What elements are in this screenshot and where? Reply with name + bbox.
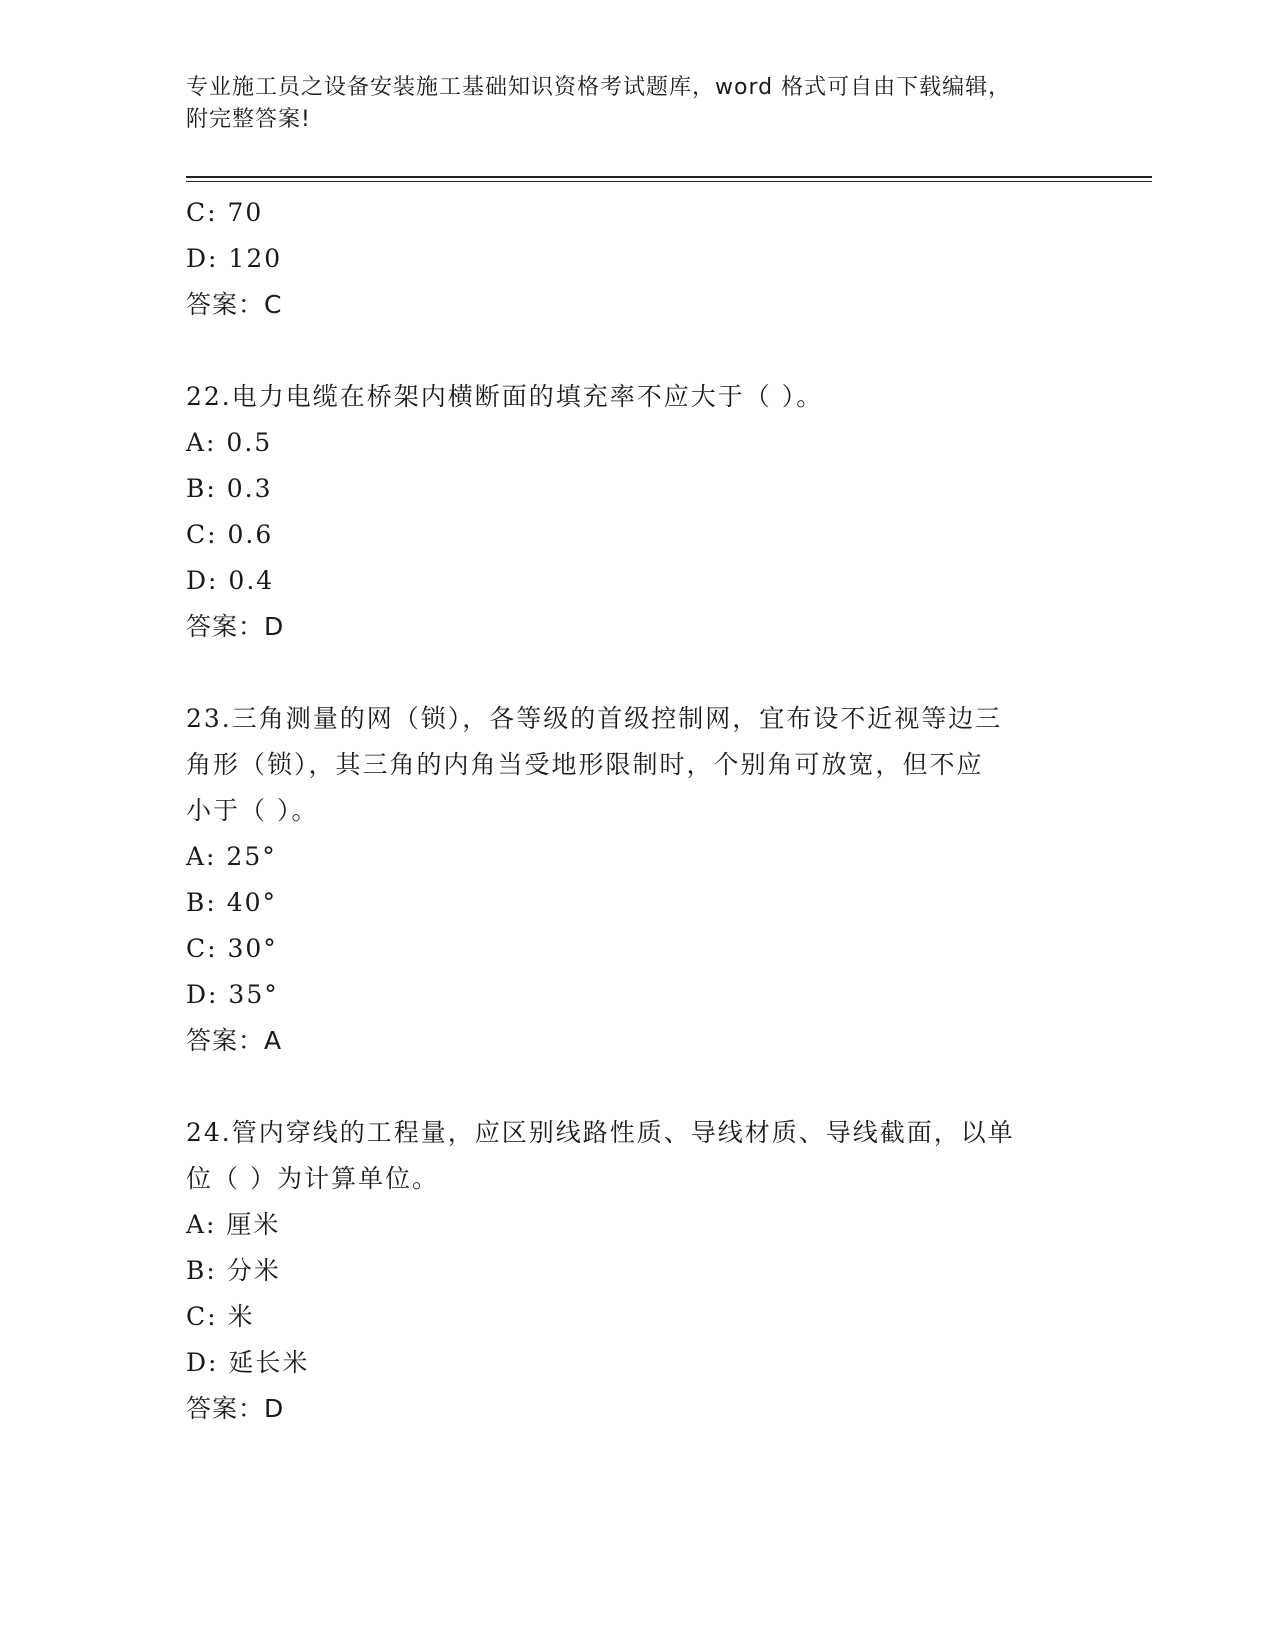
question-24-block	[186, 1110, 1086, 1432]
question-text-line-3: 小于（ ）。	[186, 796, 319, 825]
spacer	[186, 650, 1086, 696]
question-22-block	[186, 374, 1086, 650]
option-d: D: 延长米	[186, 1348, 310, 1377]
question-text: 22.电力电缆在桥架内横断面的填充率不应大于（ ）。	[186, 382, 824, 411]
question-text-line-1: 23.三角测量的网（锁），各等级的首级控制网，宜布设不近视等边三	[186, 704, 1003, 733]
question-text-line-1: 24.管内穿线的工程量，应区别线路性质、导线材质、导线截面，以单	[186, 1118, 1015, 1147]
header-line-2: 附完整答案!	[186, 107, 311, 132]
option-b: B: 分米	[186, 1256, 281, 1285]
option-b: B: 0.3	[186, 474, 273, 503]
option-c: C: 30°	[186, 934, 278, 963]
spacer	[186, 1064, 1086, 1110]
option-c: C: 70	[186, 198, 264, 227]
option-c: C: 0.6	[186, 520, 274, 549]
option-d: D: 120	[186, 244, 283, 273]
option-d: D: 0.4	[186, 566, 275, 595]
header-divider-thick	[186, 176, 1152, 178]
question-text-line-2: 角形（锁），其三角的内角当受地形限制时，个别角可放宽，但不应	[186, 750, 984, 779]
answer-text: 答案：D	[186, 612, 285, 641]
option-a: A: 0.5	[186, 428, 273, 457]
question-text-line-2: 位（ ）为计算单位。	[186, 1164, 439, 1193]
question-list	[186, 190, 1086, 1432]
option-a: A: 25°	[186, 842, 277, 871]
header-line-1: 专业施工员之设备安装施工基础知识资格考试题库，word 格式可自由下载编辑，	[186, 75, 1012, 100]
header-divider-thin	[186, 181, 1152, 182]
option-a: A: 厘米	[186, 1210, 281, 1239]
answer-text: 答案：D	[186, 1394, 285, 1423]
option-d: D: 35°	[186, 980, 279, 1009]
spacer	[186, 328, 1086, 374]
document-header	[186, 72, 1086, 136]
option-b: B: 40°	[186, 888, 278, 917]
question-21-block	[186, 190, 1086, 328]
option-c: C: 米	[186, 1302, 255, 1331]
answer-text: 答案：A	[186, 1026, 283, 1055]
question-23-block	[186, 696, 1086, 1064]
answer-text: 答案：C	[186, 290, 283, 319]
